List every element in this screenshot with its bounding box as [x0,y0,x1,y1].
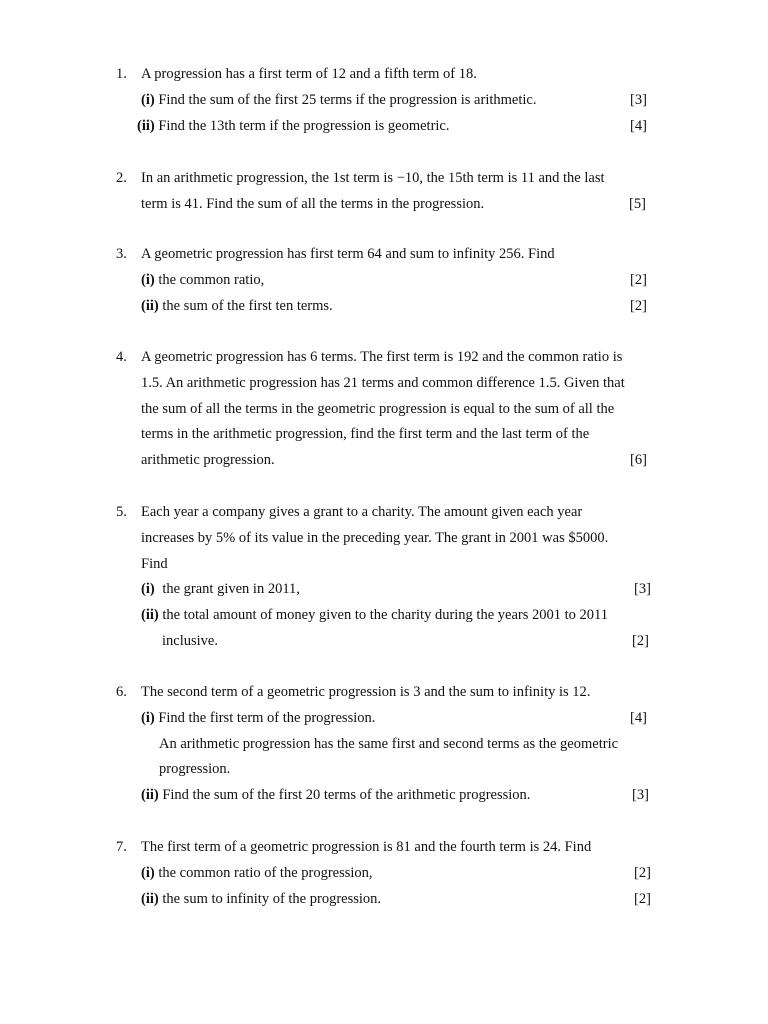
part-text: Find the sum of the first 25 terms if the progression is arithmetic. [158,91,537,108]
question-text: A geometric progression has 6 terms. The first term is 192 and the common ratio is [141,349,623,365]
part-text: the common ratio of the progression, [158,864,373,881]
marks-label: [3] [634,581,651,598]
part-text: the common ratio, [158,271,265,288]
question-text [141,192,654,218]
question-4 [116,345,654,474]
question-text: progression. [159,761,231,778]
question-text: The first term of a geometric progression is 81 and the fourth term is 24. Find [141,839,592,855]
question-number: 1. [116,66,127,82]
part-label: (i) [141,271,155,288]
question-text: An arithmetic progression has the same first and second terms as the geometric [159,735,619,752]
part-label: (ii) [141,607,159,624]
marks-label: [3] [632,787,649,804]
part-label: (i) [141,91,155,108]
part-label: (ii) [137,117,155,134]
question-text: 1.5. An arithmetic progression has 21 terms and common difference 1.5. Given that [141,374,625,391]
question-number: 2. [116,170,127,186]
marks-label: [5] [629,195,646,212]
marks-label: [3] [630,91,647,108]
question-number: 4. [116,349,127,365]
part-text: the sum of the first ten terms. [162,297,333,314]
question-text: The second term of a geometric progression is 3 and the sum to infinity is 12. [141,684,591,700]
question-number: 6. [116,684,127,700]
question-text: In an arithmetic progression, the 1st term is −10, the 15th term is 11 and the last [141,170,605,186]
marks-label: [2] [634,890,651,907]
marks-label: [2] [632,632,649,649]
question-part [141,861,654,887]
question-7 [116,835,654,912]
question-part [141,268,654,294]
question-number: 3. [116,246,127,262]
marks-label: [2] [630,271,647,288]
part-text: inclusive. [162,632,218,649]
question-text-line: term is 41. Find the sum of all the terms in the progression. [141,195,485,212]
question-part [141,706,654,732]
question-1 [116,62,654,139]
question-text: A progression has a first term of 12 and a fifth term of 18. [141,66,477,82]
marks-label: [6] [630,452,647,469]
question-text-line: arithmetic progression. [141,452,275,469]
marks-label: [4] [630,117,647,134]
question-number: 7. [116,839,127,855]
part-text: Find the sum of the first 20 terms of the arithmetic progression. [162,787,531,804]
question-part [141,577,654,603]
part-label: (i) [141,709,155,726]
question-6 [116,680,654,809]
question-text: Find [141,555,168,572]
question-text: the sum of all the terms in the geometric progression is equal to the sum of all the [141,400,615,417]
marks-label: [4] [630,709,647,726]
part-text: Find the first term of the progression. [158,709,376,726]
question-part [141,603,654,629]
part-text: Find the 13th term if the progression is geometric. [158,117,450,134]
part-label: (ii) [141,297,159,314]
marks-label: [2] [630,297,647,314]
question-part [141,294,654,320]
question-text: terms in the arithmetic progression, find the first term and the last term of the [141,426,590,443]
question-number: 5. [116,504,127,520]
question-2 [116,166,654,218]
part-text: the sum to infinity of the progression. [162,890,382,907]
question-part [137,114,654,140]
question-5 [116,500,654,655]
part-text: the grant given in 2011, [162,581,300,598]
question-text: A geometric progression has first term 64 and sum to infinity 256. Find [141,246,555,262]
part-text: the total amount of money given to the charity during the years 2001 to 2011 [162,607,608,624]
part-label: (ii) [141,890,159,907]
question-part [141,887,654,913]
question-text [141,448,654,474]
question-3 [116,242,654,319]
marks-label: [2] [634,864,651,881]
question-part-continued [141,629,654,655]
part-label: (i) [141,864,155,881]
part-label: (i) [141,581,155,598]
question-part [141,88,654,114]
question-part [141,783,654,809]
part-label: (ii) [141,787,159,804]
question-text: increases by 5% of its value in the preceding year. The grant in 2001 was $5000. [141,529,609,546]
question-text: Each year a company gives a grant to a charity. The amount given each year [141,504,583,520]
